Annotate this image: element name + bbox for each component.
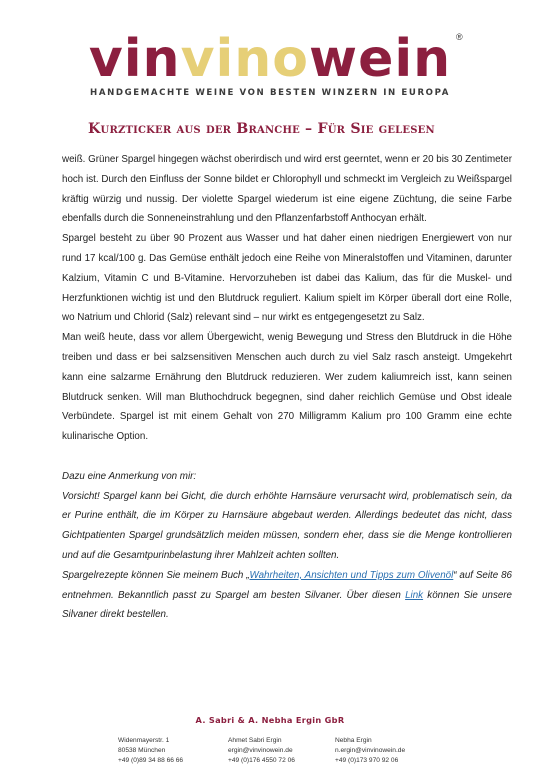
footer-street: Widenmayerstr. 1 [118, 737, 170, 744]
article-body [62, 150, 512, 625]
recipe-text-post: können Sie unsere Silvaner direkt bestellen. [62, 589, 512, 621]
paragraph-nutrition: Spargel besteht zu über 90 Prozent aus Wasser und hat daher einen niedrigen Energiewert von nur rund 17 kcal/100 g. Das Gemüse enthält jedoch eine Reihe von Mineralstoffen und Vitaminen, darunter Kalzium, Vitamin C und B-Vitamine. Hervorzuheben ist dabei das Kalium, das für die Muskel- und Herzfunktionen wichtig ist und den Blutdruck reguliert. Kalium spielt im Körper überall dort eine Rolle, wo Natrium und Chlorid (Salz) relevant sind – nur wirkt es entgegengesetzt zu Salz. [62, 233, 512, 324]
footer-contact-nebha [335, 736, 405, 767]
footer-contact-phone: +49 (0)173 970 92 06 [335, 757, 399, 765]
logo-part-vino: vino [180, 29, 310, 89]
paragraph-spacer [62, 447, 512, 467]
paragraph-blood-pressure: Man weiß heute, dass vor allem Übergewicht, wenig Bewegung und Stress den Blutdruck in die Höhe treiben und dass er bei salzsensitiven Menschen auch durch zu viel Salz rasch ansteigt. Umgekehrt kann eine salzarme Ernährung den Blutdruck reduzieren. Wer zudem kaliumreich isst, kann seinen Blutdruck senken. Will man Bluthochdruck begegnen, sind daher reichlich Gemüse und Obst ideale Verbündete. Spargel ist mit einem Gehalt von 270 Milligramm Kalium pro 100 Gramm eine echte kulinarische Option. [62, 332, 512, 443]
note-recipe [62, 566, 512, 625]
logo [0, 30, 540, 88]
logo-tagline: HANDGEMACHTE WEINE VON BESTEN WINZERN IN EUROPA [90, 88, 450, 98]
footer-contact-email: n.ergin@vinvinowein.de [335, 747, 406, 755]
logo-part-wein: wein [309, 29, 452, 89]
note-intro: Dazu eine Anmerkung von mir: [62, 470, 197, 482]
paragraph-green-violet-asparagus: weiß. Grüner Spargel hingegen wächst oberirdisch und wird erst geerntet, wenn er 20 bis 30 Zentimeter hoch ist. Durch den Einfluss der Sonne bildet er Chlorophyll und schmeckt im Vergleich zu Weißspargel kräftig würzig und nussig. Der violette Spargel wiederum ist eine eigene Züchtung, die seine Farbe ebenfalls durch die Sonneneinstrahlung und den Pflanzenfarbstoff Anthocyan erhält. [62, 154, 512, 225]
note-gout-warning: Vorsicht! Spargel kann bei Gicht, die durch erhöhte Harnsäure verursacht wird, problematisch sein, da er Purine enthält, die im Körper zu Harnsäure abgebaut werden. Allerdings bedeutet das nicht, dass Gichtpatienten Spargel grundsätzlich meiden müssen, sondern eher, dass sie die Menge kontrollieren und auf die Gesamtpurinbelastung ihrer Mahlzeit achten sollten. [62, 490, 512, 561]
section-title: Kurzticker aus der Branche – Für Sie gelesen [88, 121, 435, 137]
footer-contact-name: Ahmet Sabri Ergin [228, 737, 282, 744]
footer-address [118, 736, 183, 767]
footer-company: A. Sabri & A. Nebha Ergin GbR [195, 715, 345, 725]
footer-city: 80538 München [118, 747, 166, 755]
book-link[interactable]: Wahrheiten, Ansichten und Tipps zum Olivenöl [249, 569, 454, 581]
footer-contact-ahmet [228, 736, 295, 767]
logo-part-vin: vin [88, 29, 181, 89]
footer-contact-phone: +49 (0)176 4550 72 06 [228, 757, 295, 765]
recipe-text-mid: “ auf Seite 86 entnehmen. Bekanntlich passt zu Spargel am besten Silvaner. Über diesen [62, 569, 512, 601]
footer-contact-email: ergin@vinvinowein.de [228, 747, 293, 755]
silvaner-order-link[interactable]: Link [405, 589, 424, 601]
registered-mark: ® [456, 32, 463, 42]
footer-phone: +49 (0)89 34 88 66 66 [118, 757, 184, 765]
footer-contact-name: Nebha Ergin [335, 737, 372, 744]
recipe-text-pre: Spargelrezepte können Sie meinem Buch „ [62, 569, 250, 581]
